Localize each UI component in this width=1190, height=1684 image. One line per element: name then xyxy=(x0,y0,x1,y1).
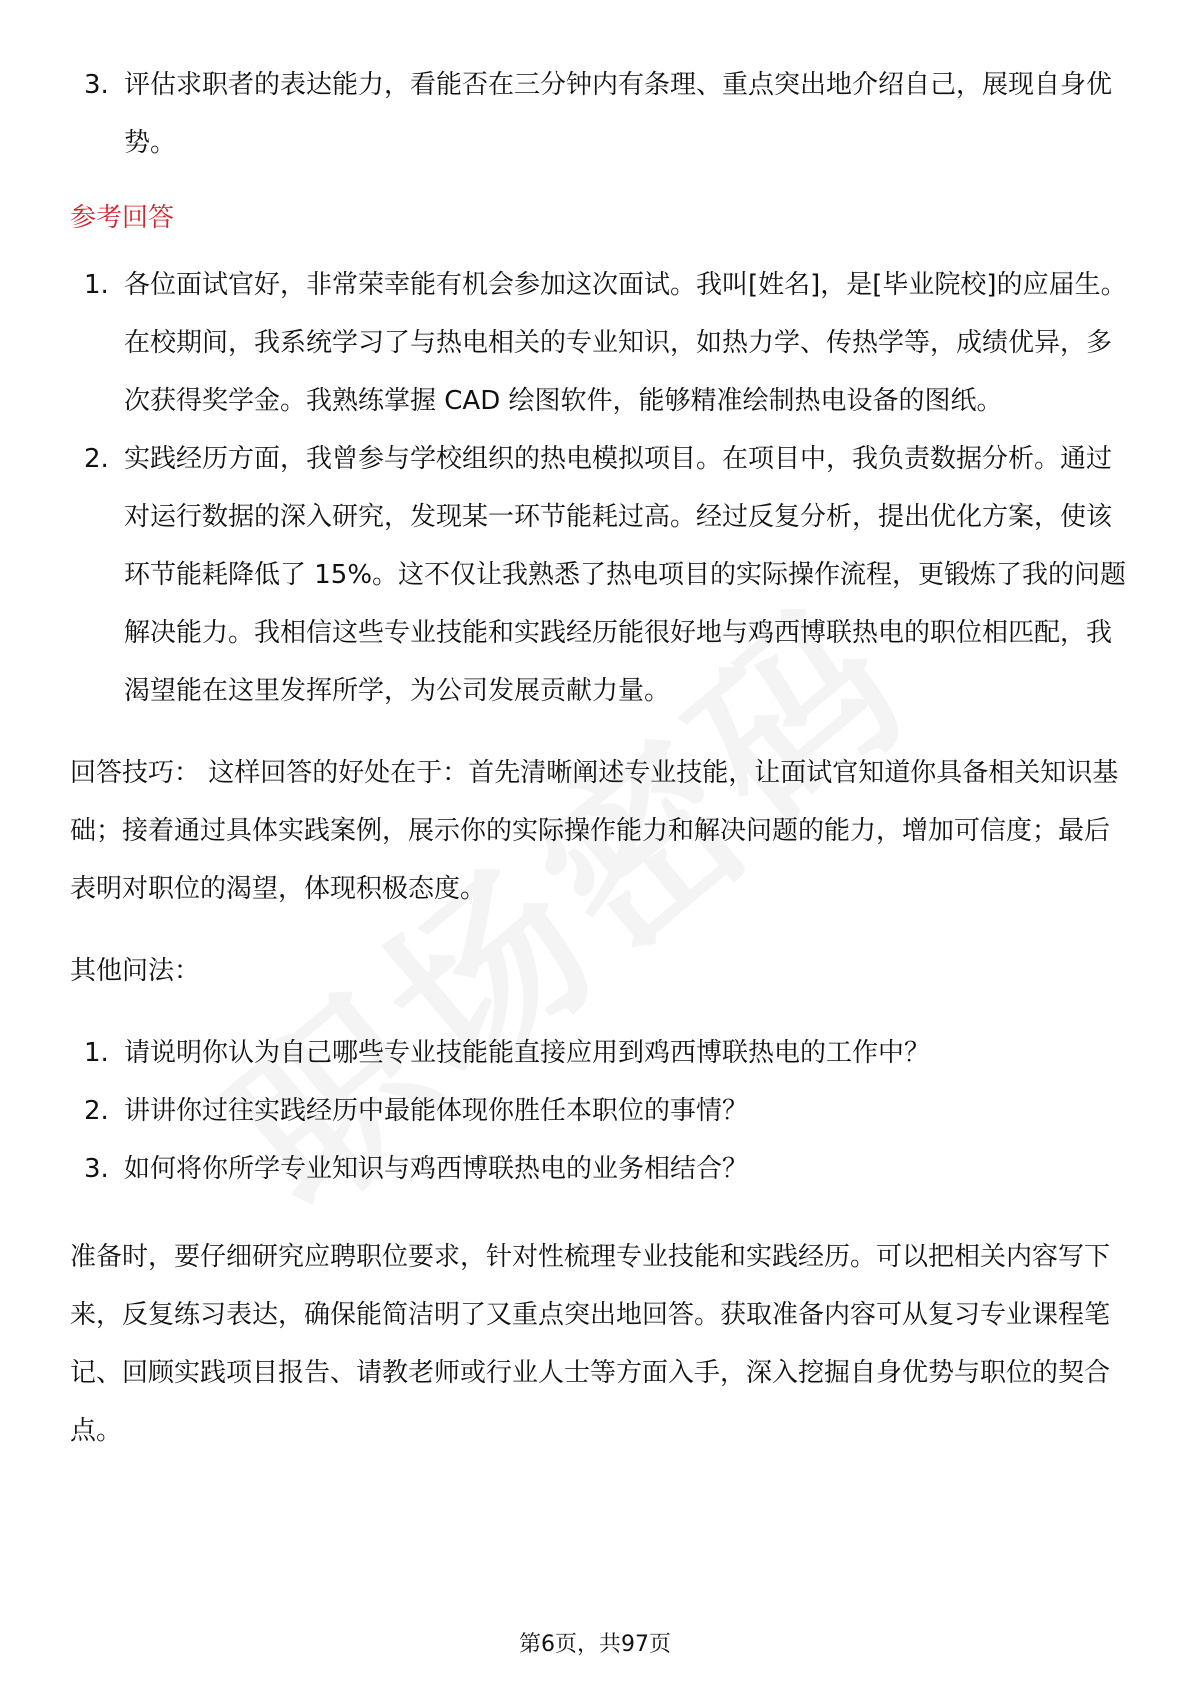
list-item xyxy=(70,1024,1130,1082)
list-text: 实践经历方面，我曾参与学校组织的热电模拟项目。在项目中，我负责数据分析。通过对运行数据的深入研究，发现某一环节能耗过高。经过反复分析，提出优化方案，使该环节能耗降低了 15%。这不仅让我熟悉了热电项目的实际操作流程，更锻炼了我的问题解决能力。我相信这些专业技能和实践经历能很好地与鸡西博联热电的职位相匹配，我渴望能在这里发挥所学，为公司发展贡献力量。 xyxy=(124,444,1127,706)
list-number: 1. xyxy=(84,1038,109,1068)
list-text: 评估求职者的表达能力，看能否在三分钟内有条理、重点突出地介绍自己，展现自身优势。 xyxy=(124,70,1113,158)
list-number: 2. xyxy=(84,1096,109,1126)
list-number: 3. xyxy=(84,1154,109,1184)
list-number: 3. xyxy=(84,70,109,100)
answer-tips: 回答技巧： 这样回答的好处在于：首先清晰阐述专业技能，让面试官知道你具备相关知识基础；接着通过具体实践案例，展示你的实际操作能力和解决问题的能力，增加可信度；最后表明对职位的渴望，体现积极态度。 xyxy=(70,758,1119,904)
list-text: 各位面试官好，非常荣幸能有机会参加这次面试。我叫[姓名]，是[毕业院校]的应届生。在校期间，我系统学习了与热电相关的专业知识，如热力学、传热学等，成绩优异，多次获得奖学金。我熟练掌握 CAD 绘图软件，能够精准绘制热电设备的图纸。 xyxy=(124,270,1127,416)
page-footer: 第6页，共97页 xyxy=(519,1632,671,1657)
list-item xyxy=(70,430,1130,720)
other-questions-heading: 其他问法： xyxy=(70,956,201,986)
list-item xyxy=(70,256,1130,430)
reference-answer-list xyxy=(70,256,1130,720)
list-text: 讲讲你过往实践经历中最能体现你胜任本职位的事情？ xyxy=(124,1096,749,1126)
list-text: 请说明你认为自己哪些专业技能能直接应用到鸡西博联热电的工作中？ xyxy=(124,1038,931,1068)
list-number: 1. xyxy=(84,270,109,300)
other-questions-list xyxy=(70,1024,1130,1198)
list-text: 如何将你所学专业知识与鸡西博联热电的业务相结合？ xyxy=(124,1154,749,1184)
list-item xyxy=(70,56,1130,172)
preparation-paragraph: 准备时，要仔细研究应聘职位要求，针对性梳理专业技能和实践经历。可以把相关内容写下来，反复练习表达，确保能简洁明了又重点突出地回答。获取准备内容可从复习专业课程笔记、回顾实践项目报告、请教老师或行业人士等方面入手，深入挖掘自身优势与职位的契合点。 xyxy=(70,1242,1111,1446)
page-content xyxy=(70,56,1130,1460)
reference-answer-heading: 参考回答 xyxy=(70,203,175,233)
list-item xyxy=(70,1140,1130,1198)
list-number: 2. xyxy=(84,444,109,474)
list-item xyxy=(70,1082,1130,1140)
intro-list xyxy=(70,56,1130,172)
